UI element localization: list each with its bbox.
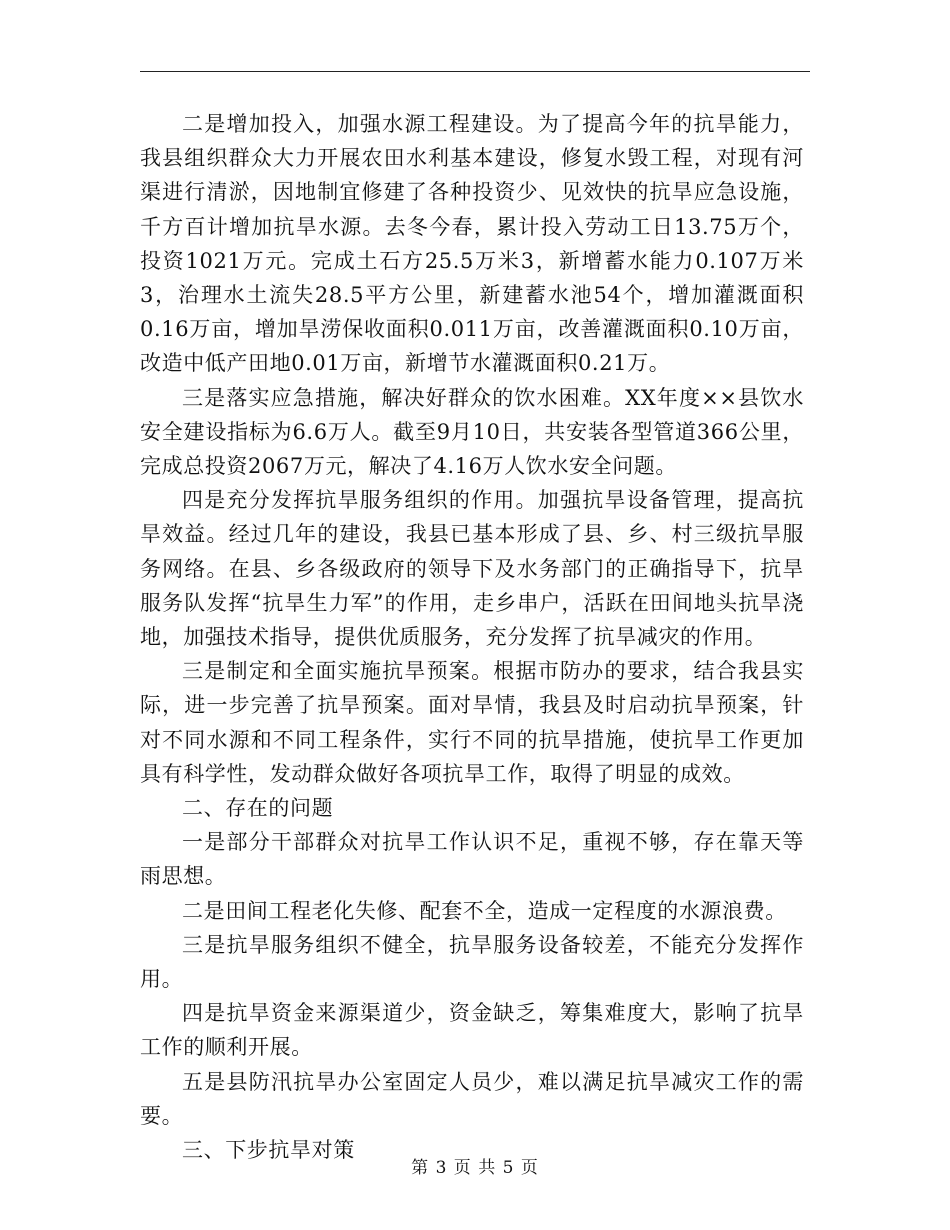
paragraph-problem-1: 一是部分干部群众对抗旱工作认识不足，重视不够，存在靠天等雨思想。 xyxy=(140,830,804,889)
page-number-label: 第 3 页 共 5 页 xyxy=(411,1158,539,1178)
paragraph-water-source-construction: 二是增加投入，加强水源工程建设。为了提高今年的抗旱能力，我县组织群众大力开展农田水利基本建设，修复水毁工程，对现有河渠进行清淤，因地制宜修建了各种投资少、见效快的抗旱应急设施，千方百计增加抗旱水源。去冬今春，累计投入劳动工日13.75万个，投资1021万元。完成土石方25.5万米3，新增蓄水能力0.107万米3，治理水土流失28.5平方公里，新建蓄水池54个，增加灌溉面积0.16万亩，增加旱涝保收面积0.011万亩，改善灌溉面积0.10万亩，改造中低产田地0.01万亩，新增节水灌溉面积0.21万。 xyxy=(140,112,804,376)
section-heading-next-steps: 三、下步抗旱对策 xyxy=(182,1138,355,1163)
document-body xyxy=(140,107,804,1167)
paragraph-problem-4: 四是抗旱资金来源渠道少，资金缺乏，筹集难度大，影响了抗旱工作的顺利开展。 xyxy=(140,1001,804,1060)
paragraph-service-organization: 四是充分发挥抗旱服务组织的作用。加强抗旱设备管理，提高抗旱效益。经过几年的建设，我县已基本形成了县、乡、村三级抗旱服务网络。在县、乡各级政府的领导下及水务部门的正确指导下，抗旱服务队发挥“抗旱生力军”的作用，走乡串户，活跃在田间地头抗旱浇地，加强技术指导，提供优质服务，充分发挥了抗旱减灾的作用。 xyxy=(140,488,804,650)
page-footer xyxy=(0,1153,950,1178)
paragraph-problem-5: 五是县防汛抗旱办公室固定人员少，难以满足抗旱减灾工作的需要。 xyxy=(140,1069,804,1128)
paragraph-drought-plan: 三是制定和全面实施抗旱预案。根据市防办的要求，结合我县实际，进一步完善了抗旱预案。面对旱情，我县及时启动抗旱预案，针对不同水源和不同工程条件，实行不同的抗旱措施，使抗旱工作更加具有科学性，发动群众做好各项抗旱工作，取得了明显的成效。 xyxy=(140,659,804,786)
section-heading-existing-problems: 二、存在的问题 xyxy=(182,796,334,821)
header-rule xyxy=(140,71,810,72)
paragraph-problem-3: 三是抗旱服务组织不健全，抗旱服务设备较差，不能充分发挥作用。 xyxy=(140,932,804,992)
paragraph-problem-2: 二是田间工程老化失修、配套不全，造成一定程度的水源浪费。 xyxy=(182,898,787,923)
paragraph-emergency-measures: 三是落实应急措施，解决好群众的饮水困难。XX年度××县饮水安全建设指标为6.6万人。截至9月10日，共安装各型管道366公里，完成总投资2067万元，解决了4.16万人饮水安全问题。 xyxy=(140,385,804,479)
